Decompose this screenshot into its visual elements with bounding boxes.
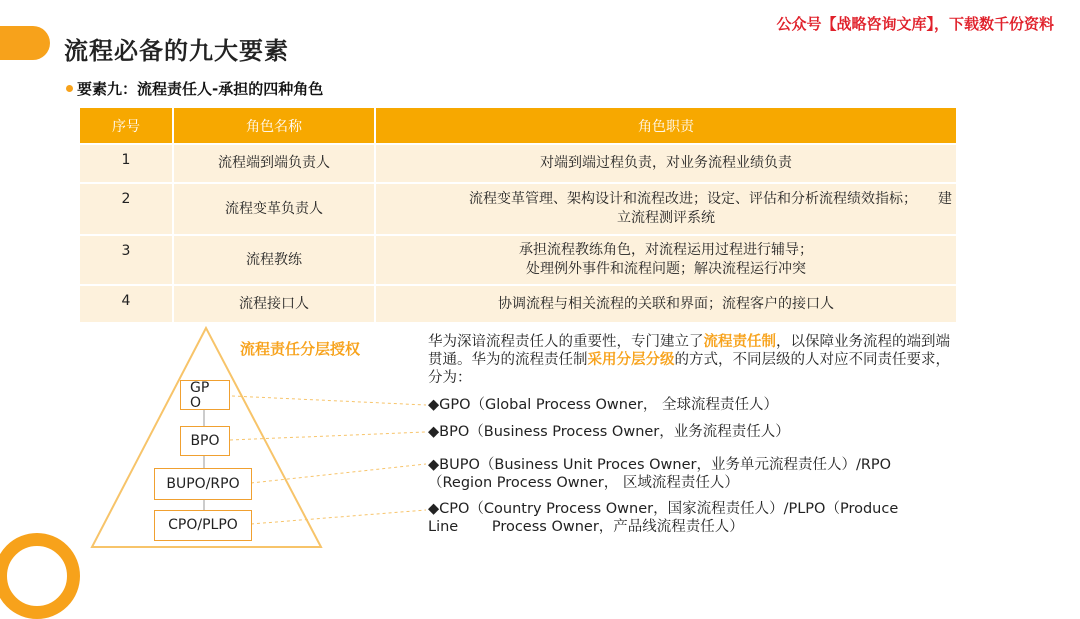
leader-line-bupo xyxy=(251,464,426,483)
promo-text: 公众号【战略咨询文库】，下载数千份资料 xyxy=(776,15,1054,33)
list-item-bupo: ◆BUPO（Business Unit Proces Owner，业务单元流程责任人）/RPO（Region Process Owner， 区域流程责任人） xyxy=(428,457,892,491)
level-box-bpo xyxy=(180,426,230,456)
list-item-bpo: ◆BPO（Business Process Owner，业务流程责任人） xyxy=(428,424,790,440)
row-role-name: 流程变革负责人 xyxy=(173,183,375,235)
duty-line: 流程变革管理、架构设计和流程改进；设定、评估和分析流程绩效指标； 建 xyxy=(469,191,952,207)
list-item-gpo: ◆GPO（Global Process Owner， 全球流程责任人） xyxy=(428,397,778,413)
level-box-cpo-plpo xyxy=(154,510,252,541)
duty-line: 承担流程教练角色，对流程运用过程进行辅导； xyxy=(519,242,813,258)
level-label: CPO/PLPO xyxy=(168,517,238,533)
header-num: 序号 xyxy=(80,108,173,144)
row-num: 2 xyxy=(80,183,173,235)
level-box-gpo xyxy=(180,380,230,410)
level-label: BUPO/RPO xyxy=(166,476,240,492)
row-role-name: 流程端到端负责人 xyxy=(173,144,375,183)
duty-line: 对端到端过程负责，对业务流程业绩负责 xyxy=(540,155,792,171)
description-paragraph xyxy=(428,333,958,387)
row-num: 4 xyxy=(80,285,173,322)
desc-text-2: ，以保障业务流程的端到端贯通。华为的流程责任制 xyxy=(428,334,950,368)
row-role-name: 流程接口人 xyxy=(173,285,375,322)
desc-text-1: 华为深谙流程责任人的重要性，专门建立了 xyxy=(428,334,704,350)
highlight-layered: 采用分层分级 xyxy=(587,352,675,368)
level-label: GP O xyxy=(190,380,210,411)
duty-line: 处理例外事件和流程问题；解决流程运行冲突 xyxy=(526,261,806,277)
subtitle-text: 要素九：流程责任人-承担的四种角色 xyxy=(77,80,324,98)
list-item-cpo: ◆CPO（Country Process Owner，国家流程责任人）/PLPO（Produce Line Process Owner，产品线流程责任人） xyxy=(428,501,899,535)
duty-line: 协调流程与相关流程的关联和界面；流程客户的接口人 xyxy=(498,295,834,312)
row-num: 3 xyxy=(80,235,173,285)
leader-line-bpo xyxy=(230,432,426,440)
row-role-name: 流程教练 xyxy=(173,235,375,285)
highlight-responsibility-system: 流程责任制 xyxy=(703,334,776,350)
page-title: 流程必备的九大要素 xyxy=(64,37,289,65)
row-num: 1 xyxy=(80,144,173,183)
level-label: BPO xyxy=(190,433,220,449)
duty-line: 立流程测评系统 xyxy=(617,210,715,226)
desc-text-3: 的方式，不同层级的人对应不同责任要求，分为： xyxy=(428,352,950,386)
leader-line-cpo xyxy=(251,510,426,524)
pyramid-label: 流程责任分层授权 xyxy=(240,340,361,358)
level-box-bupo-rpo xyxy=(154,468,252,500)
leader-line-gpo xyxy=(232,396,426,405)
header-role-name: 角色名称 xyxy=(173,108,375,144)
header-role-duty: 角色职责 xyxy=(375,108,957,144)
